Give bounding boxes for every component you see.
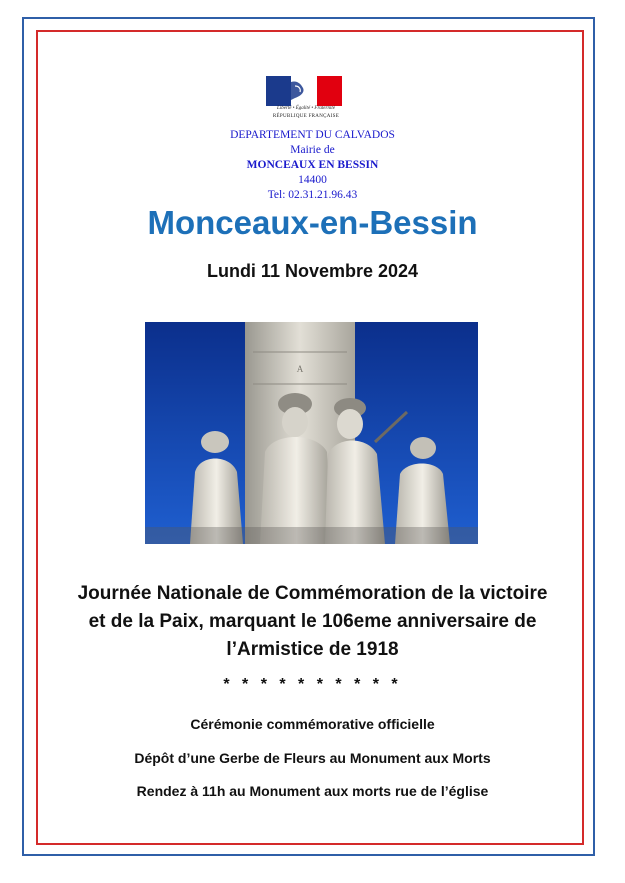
svg-text:A: A (296, 364, 304, 374)
marianne-flag-icon (266, 76, 342, 106)
page-title: Monceaux-en-Bessin (147, 204, 478, 241)
town-name-upper: MONCEAUX EN BESSIN (246, 159, 379, 171)
war-memorial-photo (145, 322, 478, 544)
asterisk-separator: * * * * * * * * * * (223, 676, 402, 693)
event-date: Lundi 11 Novembre 2024 (206, 261, 419, 281)
program-wreath: Dépôt d’une Gerbe de Fleurs au Monument aux Morts (134, 750, 491, 766)
telephone: Tel: 02.31.21.96.43 (267, 189, 358, 201)
program-ceremony: Cérémonie commémorative officielle (190, 716, 435, 732)
program-meeting: Rendez à 11h au Monument aux morts rue de l’église (136, 783, 489, 799)
letterhead (160, 128, 465, 203)
logo-republic-text: RÉPUBLIQUE FRANÇAISE (272, 114, 340, 119)
headline-line-3: l’Armistice de 1918 (226, 639, 399, 660)
commemoration-headline (50, 580, 575, 664)
mairie-label: Mairie de (290, 144, 335, 156)
republique-francaise-logo (266, 76, 346, 124)
headline-line-2: et de la Paix, marquant le 106eme anniversaire de (88, 611, 537, 632)
headline-line-1: Journée Nationale de Commémoration de la victoire (77, 583, 548, 604)
logo-motto: Liberté • Égalité • Fraternité (277, 106, 335, 111)
department-name: DEPARTEMENT DU CALVADOS (230, 129, 395, 141)
postal-code: 14400 (298, 174, 327, 186)
